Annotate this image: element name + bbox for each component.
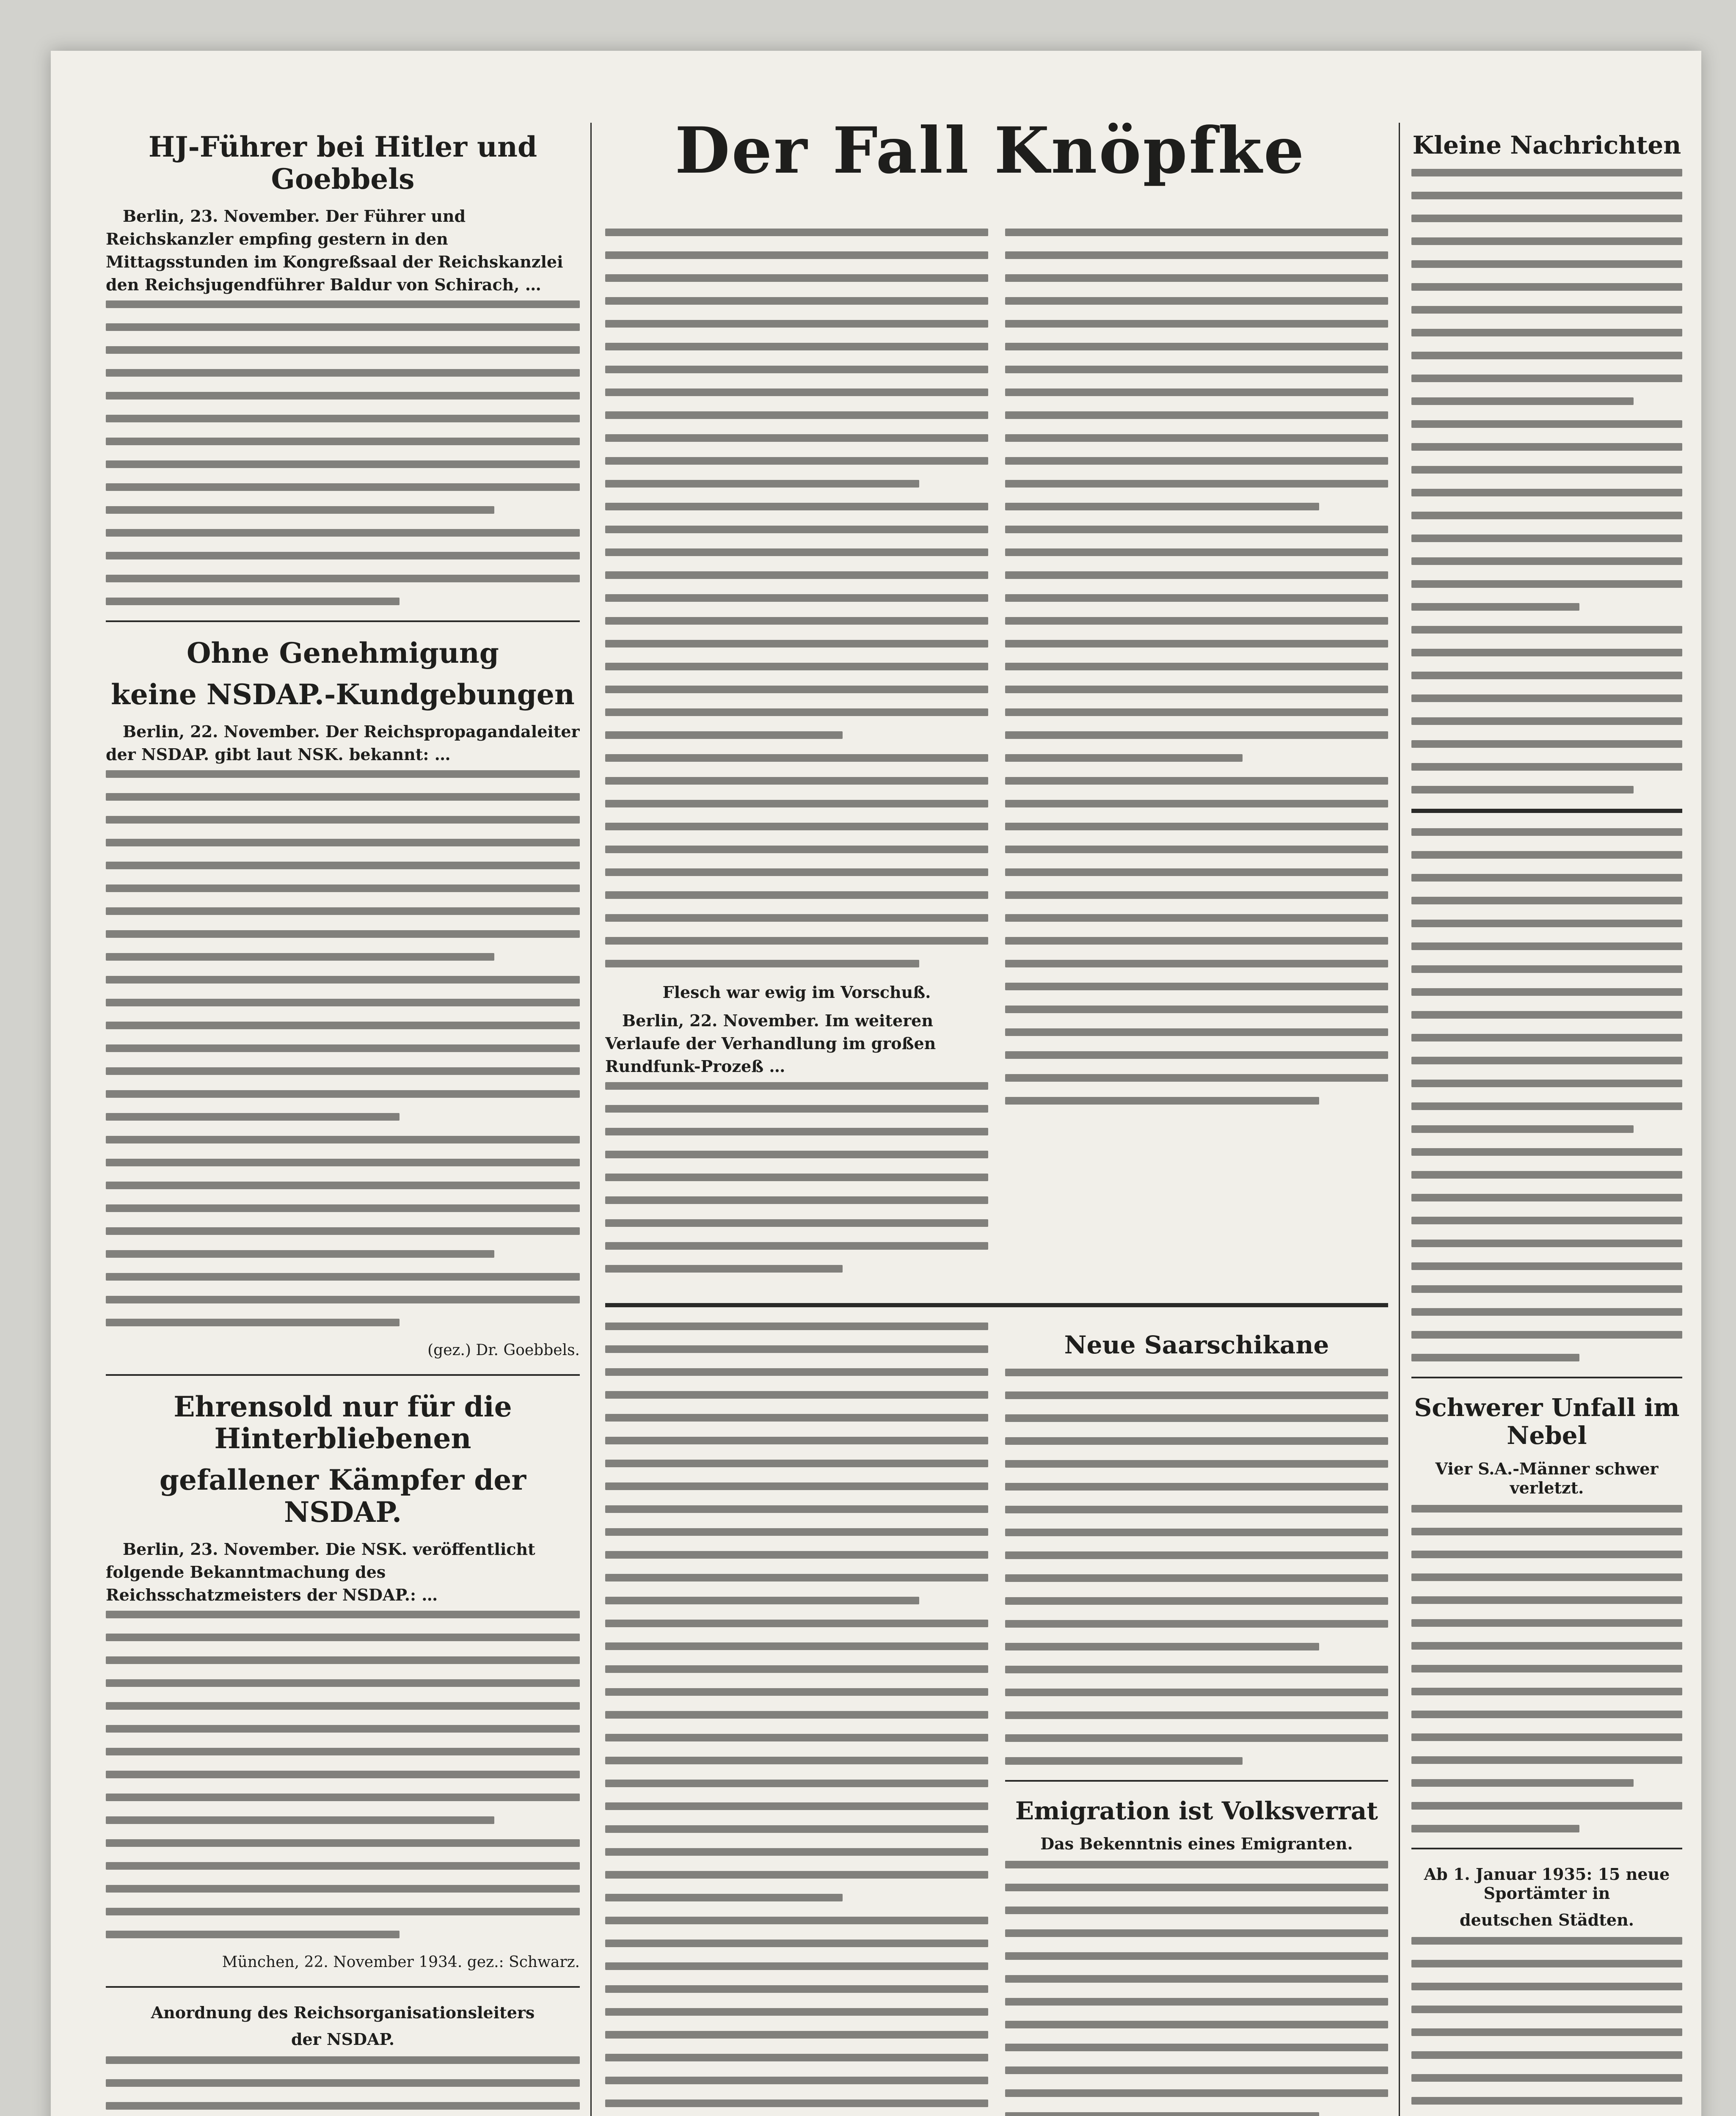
headline-unfall-nebel: Schwerer Unfall im Nebel [1414,1393,1680,1450]
article-body [106,300,580,605]
signature: (gez.) Dr. Goebbels. [427,1341,580,1359]
article-dateline: Berlin, 22. November. Der Reichspropagandaleiter der NSDAP. gibt laut NSK. bekannt: … [106,722,580,764]
article-body [1005,1369,1388,1765]
signature: München, 22. November 1934. gez.: Schwarz. [222,1953,580,1971]
section-divider [1005,1780,1388,1782]
section-divider [1411,1848,1682,1849]
article-body [1411,169,1682,794]
article-body [106,1611,580,1938]
article-body [1411,1505,1682,1832]
article-body [106,770,580,1326]
section-divider [605,1303,1388,1307]
article-body [1005,229,1388,1105]
article-body [106,2056,580,2116]
subheadline-flesch: Flesch war ewig im Vorschuß. [662,983,931,1002]
headline-anordnung-2: der NSDAP. [291,2030,395,2049]
article-body [605,229,988,967]
headline-fall-knoepfke: Der Fall Knöpfke [675,113,1306,188]
section-divider [106,620,580,622]
article-body [1411,828,1682,1361]
column-left [106,123,580,2116]
headline-sportaemter-2: deutschen Städten. [1460,1910,1634,1930]
article-dateline: Berlin, 23. November. Der Führer und Reichskanzler empfing gestern in den Mittagsstunden im Kongreßsaal der Reichskanzlei den Reichsjugendführer Baldur von Schirach, … [106,206,563,294]
article-body [605,1082,988,1273]
section-divider [1411,809,1682,813]
main-headline-area [597,106,1384,197]
headline-emigration: Emigration ist Volksverrat [1015,1796,1378,1825]
article-body [1005,1861,1388,2116]
column-right [1411,123,1682,2116]
story-col-c [605,1322,988,2116]
column-rule [590,123,592,2116]
subheadline-bekenntnis: Das Bekenntnis eines Emigranten. [1040,1834,1353,1854]
section-divider [106,1374,580,1376]
section-divider [1411,1377,1682,1378]
column-center [605,229,1388,2116]
article-dateline: Berlin, 23. November. Die NSK. veröffentlicht folgende Bekanntmachung des Reichsschatzmeisters der NSDAP.: … [106,1540,535,1605]
article-body [1411,1937,1682,2116]
article-dateline: Berlin, 22. November. Im weiteren Verlaufe der Verhandlung im großen Rundfunk-Prozeß … [605,1011,936,1076]
story-col-b [1005,229,1388,1288]
headline-sportaemter: Ab 1. Januar 1935: 15 neue Sportämter in [1424,1865,1670,1903]
headline-neue-saarschikane: Neue Saarschikane [1064,1331,1329,1359]
headline-keine-kundgebungen: keine NSDAP.-Kundgebungen [111,678,575,711]
headline-ehrensold: Ehrensold nur für die Hinterbliebenen [174,1390,512,1455]
headline-ehrensold-2: gefallener Kämpfer der NSDAP. [159,1463,526,1529]
headline-ohne-genehmigung: Ohne Genehmigung [187,636,499,670]
newspaper-page [51,51,1701,2116]
article-body [605,1322,988,2116]
headline-kleine-nachrichten: Kleine Nachrichten [1412,131,1681,160]
headline-hj-fuehrer: HJ-Führer bei Hitler und Goebbels [148,130,537,196]
headline-anordnung: Anordnung des Reichsorganisationsleiters [151,2003,535,2022]
subheadline-sa-maenner: Vier S.A.-Männer schwer verletzt. [1435,1459,1659,1498]
column-rule [1399,123,1400,2116]
story-col-a [605,229,988,1288]
section-divider [106,1986,580,1988]
story-col-d [1005,1322,1388,2116]
